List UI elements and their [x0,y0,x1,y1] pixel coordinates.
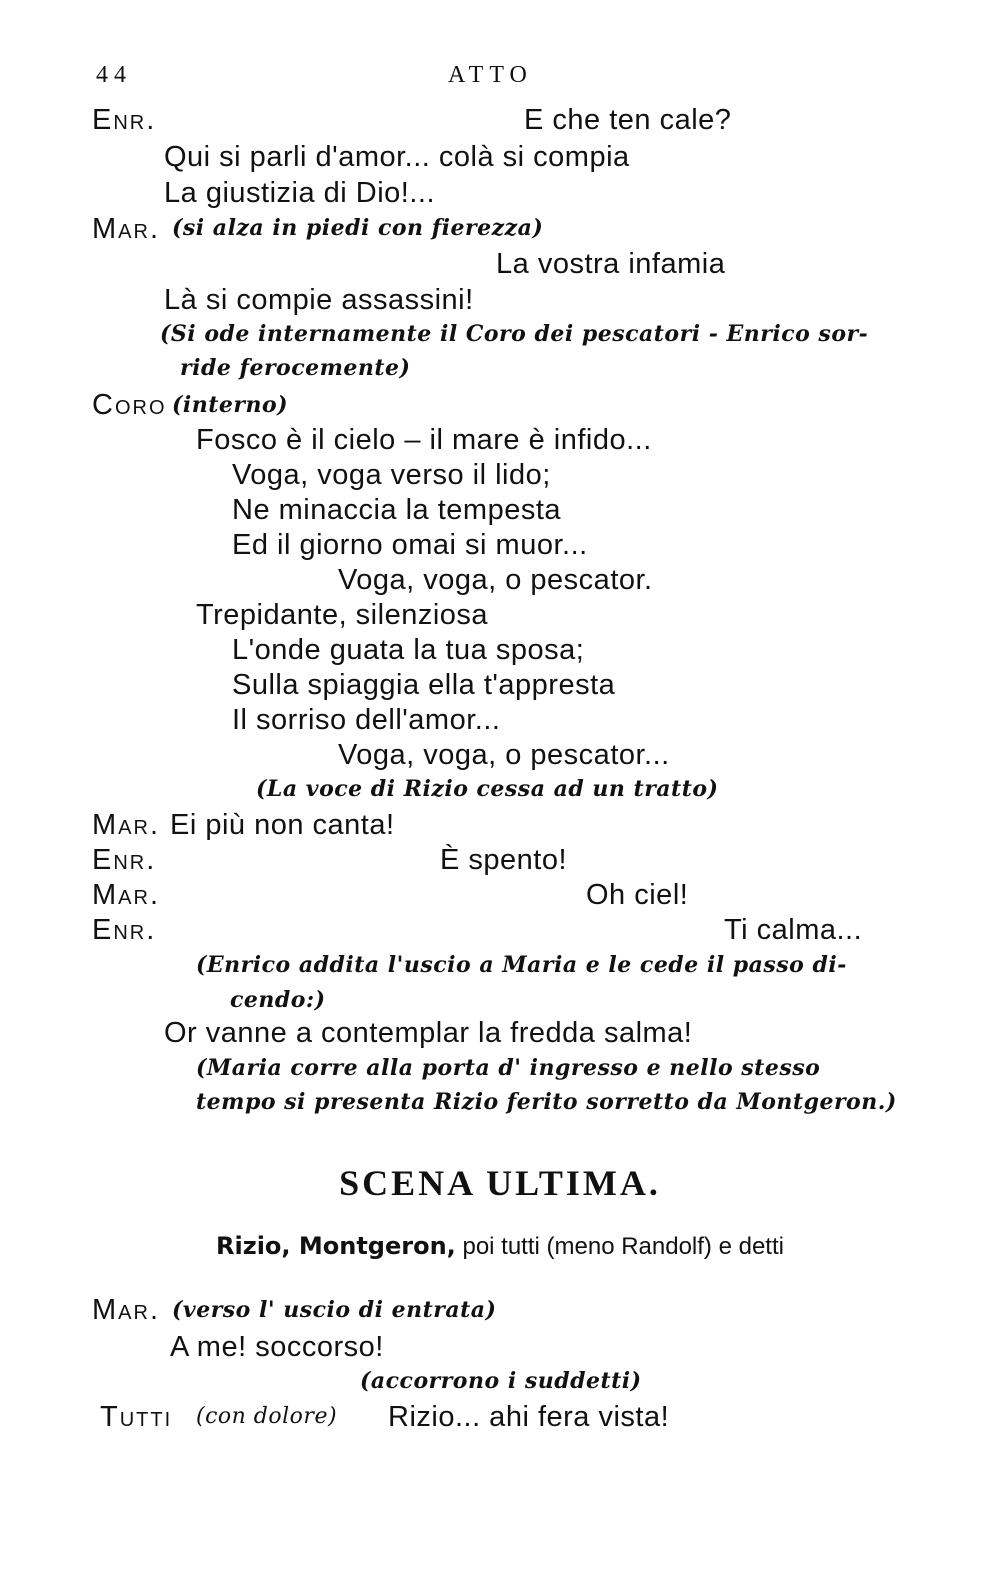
stage-direction: (verso l' uscio di entrata) [172,1297,497,1323]
page-number: 44 [96,62,132,88]
speaker-tutti: Tutti [100,1401,173,1433]
speaker-mar: Mar. [92,1294,160,1326]
verse-line: Il sorriso dell'amor... [232,704,501,736]
verse-line: Rizio... ahi fera vista! [388,1401,670,1433]
stage-direction: ride ferocemente) [180,355,411,381]
stage-direction: (Si ode internamente il Coro dei pescatori - Enrico sor- [160,321,869,347]
stage-direction: (si alza in piedi con fierezza) [172,215,544,241]
running-title: ATTO [448,62,533,88]
verse-line: È spento! [440,844,568,876]
verse-line: Or vanne a contemplar la fredda salma! [164,1017,693,1049]
verse-line: La giustizia di Dio!... [164,177,436,209]
stage-direction: cendo:) [230,987,326,1013]
verse-line: La vostra infamia [496,248,726,280]
verse-line: Ne minaccia la tempesta [232,494,562,526]
verse-line: Qui si parli d'amor... colà si compia [164,141,630,173]
stage-direction: tempo si presenta Rizio ferito sorretto da Montgeron.) [196,1089,897,1115]
verse-line: Voga, voga verso il lido; [232,459,551,491]
stage-direction: (con dolore) [196,1404,338,1429]
stage-direction: (Maria corre alla porta d' ingresso e nello stesso [196,1055,821,1081]
verse-line: L'onde guata la tua sposa; [232,634,585,666]
speaker-mar: Mar. [92,879,160,911]
cast-list [0,1232,1000,1261]
verse-line: Trepidante, silenziosa [196,599,489,631]
verse-line: Ei più non canta! [170,809,395,841]
verse-line: Ti calma... [724,914,863,946]
speaker-enr: Enr. [92,844,157,876]
speaker-enr: Enr. [92,914,157,946]
cast-note: poi tutti (meno Randolf) e detti [455,1233,784,1260]
stage-direction: (La voce di Rizio cessa ad un tratto) [256,776,719,802]
verse-line: E che ten cale? [524,104,732,136]
stage-direction: (interno) [172,392,289,418]
stage-direction: (accorrono i suddetti) [360,1368,642,1394]
verse-line: Voga, voga, o pescator. [338,564,653,596]
verse-line: Fosco è il cielo – il mare è infido... [196,424,652,456]
speaker-mar: Mar. [92,809,160,841]
verse-line: A me! soccorso! [170,1331,384,1363]
speaker-enr: Enr. [92,104,157,136]
verse-line: Voga, voga, o pescator... [338,739,670,771]
speaker-coro: Coro [92,389,167,421]
verse-line: Sulla spiaggia ella t'appresta [232,669,616,701]
verse-line: Ed il giorno omai si muor... [232,529,588,561]
stage-direction: (Enrico addita l'uscio a Maria e le cede il passo di- [196,952,847,978]
verse-line: Oh ciel! [586,879,689,911]
verse-line: Là si compie assassini! [164,284,474,316]
scene-title: SCENA ULTIMA. [339,1163,661,1203]
speaker-mar: Mar. [92,213,160,245]
cast-names: Rizio, Montgeron, [216,1232,456,1260]
